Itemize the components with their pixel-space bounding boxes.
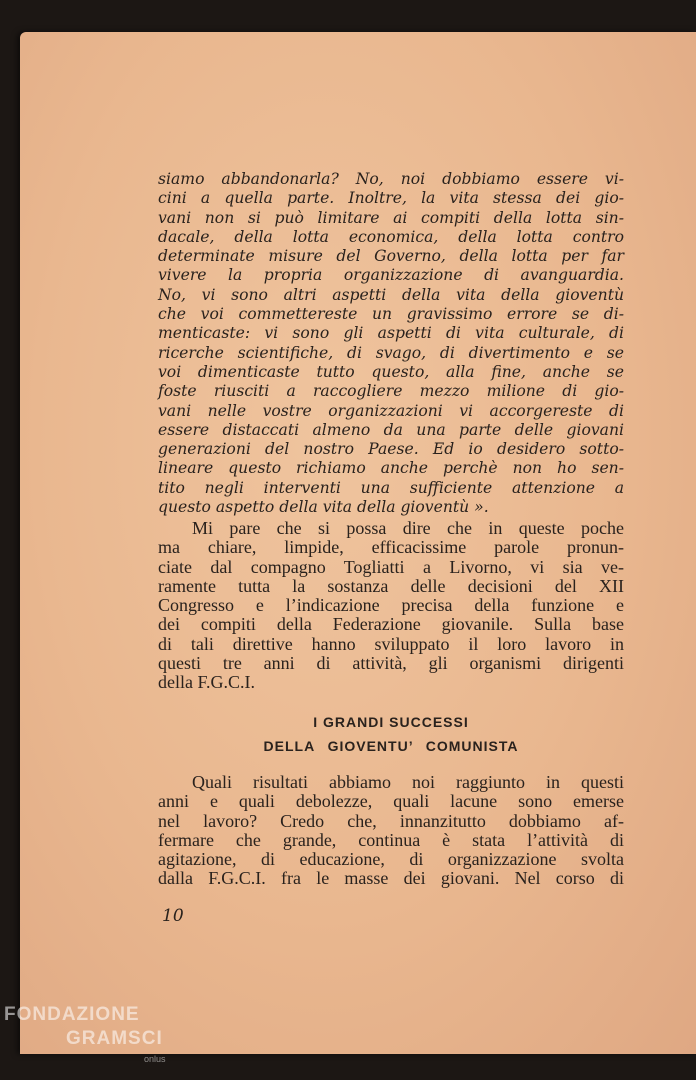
section-heading-line1: I GRANDI SUCCESSI xyxy=(313,714,469,730)
text-line: Congresso e l’indicazione precisa della funzione e xyxy=(158,595,624,616)
text-line: voi dimenticaste tutto questo, alla fine, anche se xyxy=(158,362,624,381)
body-paragraph xyxy=(158,773,624,889)
text-line: cini a quella parte. Inoltre, la vita stessa dei gio- xyxy=(158,189,624,208)
text-line: siamo abbandonarla? No, noi dobbiamo essere vi- xyxy=(158,170,624,188)
text-line: fermare che grande, continua è stata l’attività di xyxy=(158,829,624,850)
text-line: questo aspetto della vita della gioventù ». xyxy=(158,498,489,517)
text-line: dalla F.G.C.I. fra le masse dei giovani. Nel corso di xyxy=(158,868,624,889)
section-heading-line2: DELLA GIOVENTU’ COMUNISTA xyxy=(263,738,519,754)
watermark-onlus: onlus xyxy=(144,1054,166,1064)
text-line: vani nelle vostre organizzazioni vi accorgereste di xyxy=(158,401,624,420)
watermark-text-line1: FONDAZIONE xyxy=(4,1004,140,1025)
page-number: 10 xyxy=(162,906,184,926)
watermark-text-line2: GRAMSCI xyxy=(66,1028,163,1049)
text-line: No, vi sono altri aspetti della vita della gioventù xyxy=(158,285,624,304)
text-line: della F.G.C.I. xyxy=(158,672,256,693)
text-line: che voi commettereste un gravissimo errore se di- xyxy=(158,305,624,324)
text-line: ma chiare, limpide, efficacissime parole pronun- xyxy=(158,537,624,558)
text-line: generazioni del nostro Paese. Ed io desidero sotto- xyxy=(158,440,624,459)
text-line: vivere la propria organizzazione di avanguardia. xyxy=(158,266,624,285)
text-line: nel lavoro? Credo che, innanzitutto dobbiamo af- xyxy=(158,810,624,831)
foundation-watermark-logo xyxy=(4,1004,184,1080)
text-line: dacale, della lotta economica, della lotta contro xyxy=(158,227,624,246)
text-line: anni e quali debolezze, quali lacune sono emerse xyxy=(158,791,624,812)
text-line: ramente tutta la sostanza delle decisioni del XII xyxy=(158,575,624,596)
text-line: questi tre anni di attività, gli organismi dirigenti xyxy=(158,653,624,674)
text-line: di tali direttive hanno sviluppato il loro lavoro in xyxy=(158,633,624,654)
text-line: agitazione, di educazione, di organizzazione svolta xyxy=(158,849,624,870)
text-line: dei compiti della Federazione giovanile. Sulla base xyxy=(158,614,624,635)
text-line: vani non si può limitare ai compiti della lotta sin- xyxy=(158,208,624,227)
text-line: lineare questo richiamo anche perchè non ho sen- xyxy=(158,459,624,478)
text-line: Mi pare che si possa dire che in queste poche xyxy=(192,518,624,538)
text-line: essere distaccati almeno da una parte delle giovani xyxy=(158,420,624,439)
text-line: foste riusciti a raccogliere mezzo milione di gio- xyxy=(158,382,624,401)
body-paragraph xyxy=(158,519,624,693)
quote-paragraph xyxy=(158,170,624,517)
text-line: Quali risultati abbiamo noi raggiunto in questi xyxy=(192,772,624,792)
text-line: menticaste: vi sono gli aspetti di vita culturale, di xyxy=(158,324,624,343)
text-line: tito negli interventi una sufficiente attenzione a xyxy=(158,478,624,497)
text-line: ciate dal compagno Togliatti a Livorno, vi sia ve- xyxy=(158,556,624,577)
text-line: ricerche scientifiche, di svago, di divertimento e se xyxy=(158,343,624,362)
text-line: determinate misure del Governo, della lotta per far xyxy=(158,247,624,266)
